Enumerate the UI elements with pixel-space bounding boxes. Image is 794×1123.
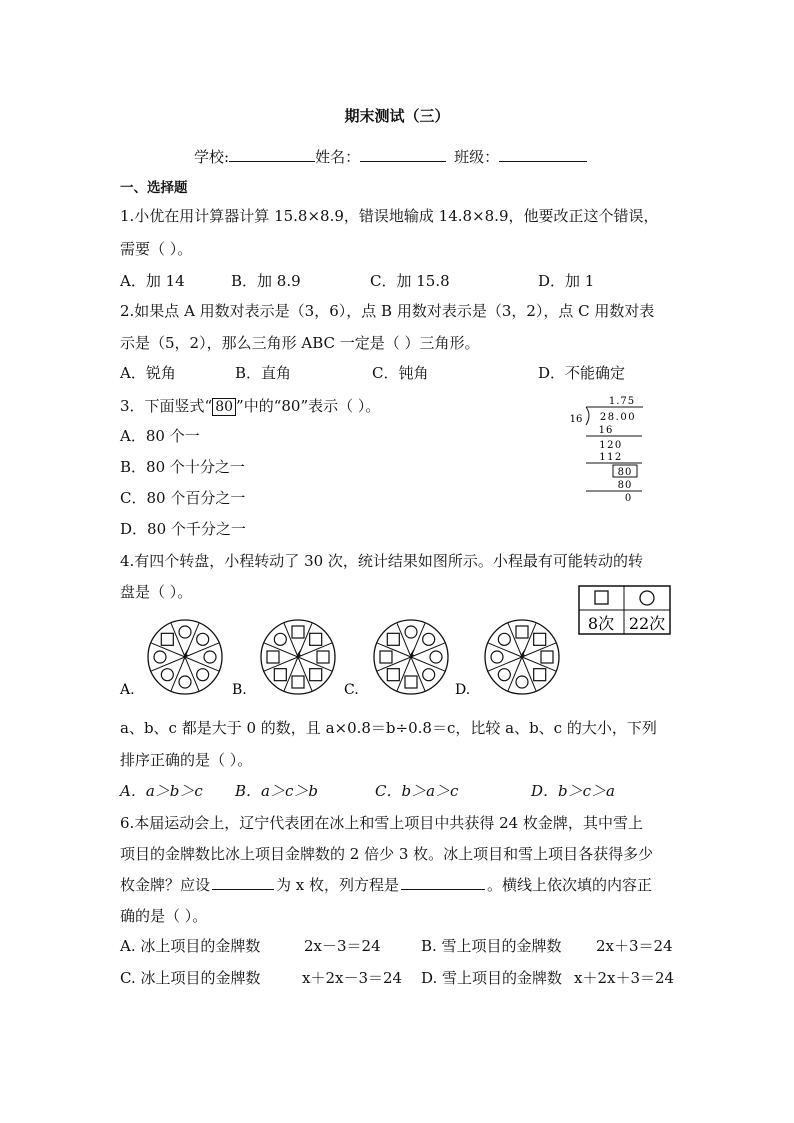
q1-option-c[interactable]: C．加 15.8 <box>370 272 450 290</box>
division-divisor: 16 <box>569 414 583 425</box>
circle-icon <box>498 669 510 681</box>
square-icon <box>267 651 279 663</box>
square-icon <box>317 651 329 663</box>
square-icon <box>380 651 392 663</box>
spinners-row <box>110 610 590 700</box>
q6-option-a-label[interactable]: A. 冰上项目的金牌数 <box>120 937 261 955</box>
name-label: 姓名： <box>315 148 361 166</box>
q5-option-c[interactable]: C．b＞a＞c <box>375 782 459 800</box>
square-icon <box>292 676 304 688</box>
spinner-b[interactable] <box>261 620 335 694</box>
spinner-label-d[interactable]: D. <box>455 682 471 698</box>
q3-stem-pre: 3．下面竖式“ <box>120 397 213 415</box>
circle-icon <box>423 669 435 681</box>
circle-icon <box>498 633 510 645</box>
circle-icon <box>274 633 286 645</box>
circle-icon <box>491 651 503 663</box>
class-blank[interactable] <box>499 147 587 162</box>
circle-icon <box>640 591 654 605</box>
spinner-label-b[interactable]: B. <box>232 682 247 698</box>
q5-option-d[interactable]: D．b＞c＞a <box>531 782 615 800</box>
q2-stem-line1: 2.如果点 A 用数对表示是（3，6），点 B 用数对表示是（3，2），点 C 用数对表 <box>120 302 655 320</box>
q6-stem-line1: 6.本届运动会上，辽宁代表团在冰上和雪上项目中共获得 24 枚金牌，其中雪上 <box>120 814 643 832</box>
q6-stem-line4: 确的是（ ）。 <box>120 907 208 925</box>
q2-option-b[interactable]: B．直角 <box>235 364 292 382</box>
square-icon <box>541 651 553 663</box>
square-icon <box>516 626 528 638</box>
division-dividend: 28.00 <box>599 412 637 423</box>
division-step2: 120 <box>599 440 623 451</box>
school-blank[interactable] <box>229 147 315 162</box>
circle-icon <box>197 669 209 681</box>
q4-stem-line1: 4.有四个转盘，小程转动了 30 次，统计结果如图所示。小程最有可能转动的转 <box>120 552 643 570</box>
q3-boxed-80: 80 <box>212 398 236 416</box>
division-step4: 80 <box>617 467 633 478</box>
circle-count: 22次 <box>628 614 666 633</box>
q6-option-d-equation: x＋2x＋3＝24 <box>574 969 675 987</box>
circle-icon <box>179 626 191 638</box>
q3-option-d[interactable]: D．80 个千分之一 <box>120 520 246 538</box>
q6-option-a-equation: 2x－3＝24 <box>304 937 381 955</box>
square-icon <box>310 633 322 645</box>
q4-stem-line2: 盘是（ ）。 <box>120 583 193 601</box>
q3-stem-post: ”中的“80”表示（ ）。 <box>236 397 381 415</box>
q6-blank-1[interactable] <box>212 875 274 890</box>
circle-icon <box>204 651 216 663</box>
q1-stem-line1: 1.小优在用计算器计算 15.8×8.9，错误地输成 14.8×8.9，他要改正这个错误， <box>120 207 659 225</box>
q6-stem-line3-b: 为 x 枚，列方程是 <box>276 876 400 894</box>
school-label: 学校: <box>194 148 230 166</box>
division-remainder: 0 <box>624 493 632 504</box>
q2-stem-line2: 示是（5，2），那么三角形 ABC 一定是（ ）三角形。 <box>120 334 480 352</box>
q5-stem-line1: a、b、c 都是大于 0 的数，且 a×0.8＝b÷0.8＝c，比较 a、b、c 的大小，下列 <box>120 719 657 737</box>
section-heading: 一、选择题 <box>120 180 188 196</box>
circle-icon <box>154 651 166 663</box>
division-step3: 112 <box>599 452 623 463</box>
square-icon <box>595 591 608 604</box>
square-icon <box>161 633 173 645</box>
circle-icon <box>161 669 173 681</box>
square-icon <box>405 676 417 688</box>
square-icon <box>292 626 304 638</box>
class-label: 班级： <box>454 148 500 166</box>
info-line <box>194 146 587 167</box>
q3-stem <box>120 395 380 416</box>
square-icon <box>310 669 322 681</box>
q2-option-c[interactable]: C．钝角 <box>372 364 429 382</box>
circle-icon <box>516 676 528 688</box>
q2-option-d[interactable]: D．不能确定 <box>538 364 626 382</box>
q1-option-b[interactable]: B．加 8.9 <box>231 272 301 290</box>
spinner-label-a[interactable]: A. <box>120 682 135 698</box>
q6-option-b-equation: 2x＋3＝24 <box>596 937 673 955</box>
q1-option-a[interactable]: A．加 14 <box>120 272 185 290</box>
q6-option-d-label[interactable]: D. 雪上项目的金牌数 <box>421 969 563 987</box>
square-icon <box>387 669 399 681</box>
square-count: 8次 <box>587 614 615 633</box>
q1-stem-line2: 需要（ ）。 <box>120 240 193 258</box>
spinner-result-table <box>578 585 672 637</box>
q6-stem-line3 <box>120 874 652 895</box>
q6-stem-line3-c: 。横线上依次填的内容正 <box>487 876 653 894</box>
q6-option-c-label[interactable]: C. 冰上项目的金牌数 <box>120 969 261 987</box>
circle-icon <box>179 676 191 688</box>
q6-blank-2[interactable] <box>401 875 485 890</box>
long-division-figure <box>560 393 655 505</box>
circle-icon <box>405 626 417 638</box>
q6-option-c-equation: x＋2x－3＝24 <box>302 969 403 987</box>
q3-option-b[interactable]: B．80 个十分之一 <box>120 458 245 476</box>
q5-option-a[interactable]: A．a＞b＞c <box>120 782 203 800</box>
circle-icon <box>423 633 435 645</box>
spinner-a[interactable] <box>148 620 222 694</box>
circle-icon <box>430 651 442 663</box>
q6-option-b-label[interactable]: B. 雪上项目的金牌数 <box>421 937 562 955</box>
page-title: 期末测试（三） <box>344 107 450 125</box>
division-quotient: 1.75 <box>608 396 636 407</box>
q5-stem-line2: 排序正确的是（ ）。 <box>120 751 253 769</box>
q5-option-b[interactable]: B．a＞c＞b <box>235 782 318 800</box>
q6-stem-line2: 项目的金牌数比冰上项目金牌数的 2 倍少 3 枚。冰上项目和雪上项目各获得多少 <box>120 845 654 863</box>
q2-option-a[interactable]: A．锐角 <box>120 364 176 382</box>
square-icon <box>534 669 546 681</box>
square-icon <box>274 669 286 681</box>
name-blank[interactable] <box>360 147 446 162</box>
division-step5: 80 <box>617 480 633 491</box>
square-icon <box>387 633 399 645</box>
circle-icon <box>197 633 209 645</box>
q3-option-c[interactable]: C．80 个百分之一 <box>120 489 246 507</box>
spinner-c[interactable] <box>374 620 448 694</box>
q1-option-d[interactable]: D．加 1 <box>538 272 595 290</box>
division-bracket <box>586 407 589 425</box>
q6-stem-line3-a: 枚金牌？应设 <box>120 876 211 894</box>
spinner-d[interactable] <box>485 620 559 694</box>
q3-option-a[interactable]: A．80 个一 <box>120 427 200 445</box>
square-icon <box>534 633 546 645</box>
spinner-label-c[interactable]: C. <box>344 682 359 698</box>
division-step1: 16 <box>598 425 614 436</box>
